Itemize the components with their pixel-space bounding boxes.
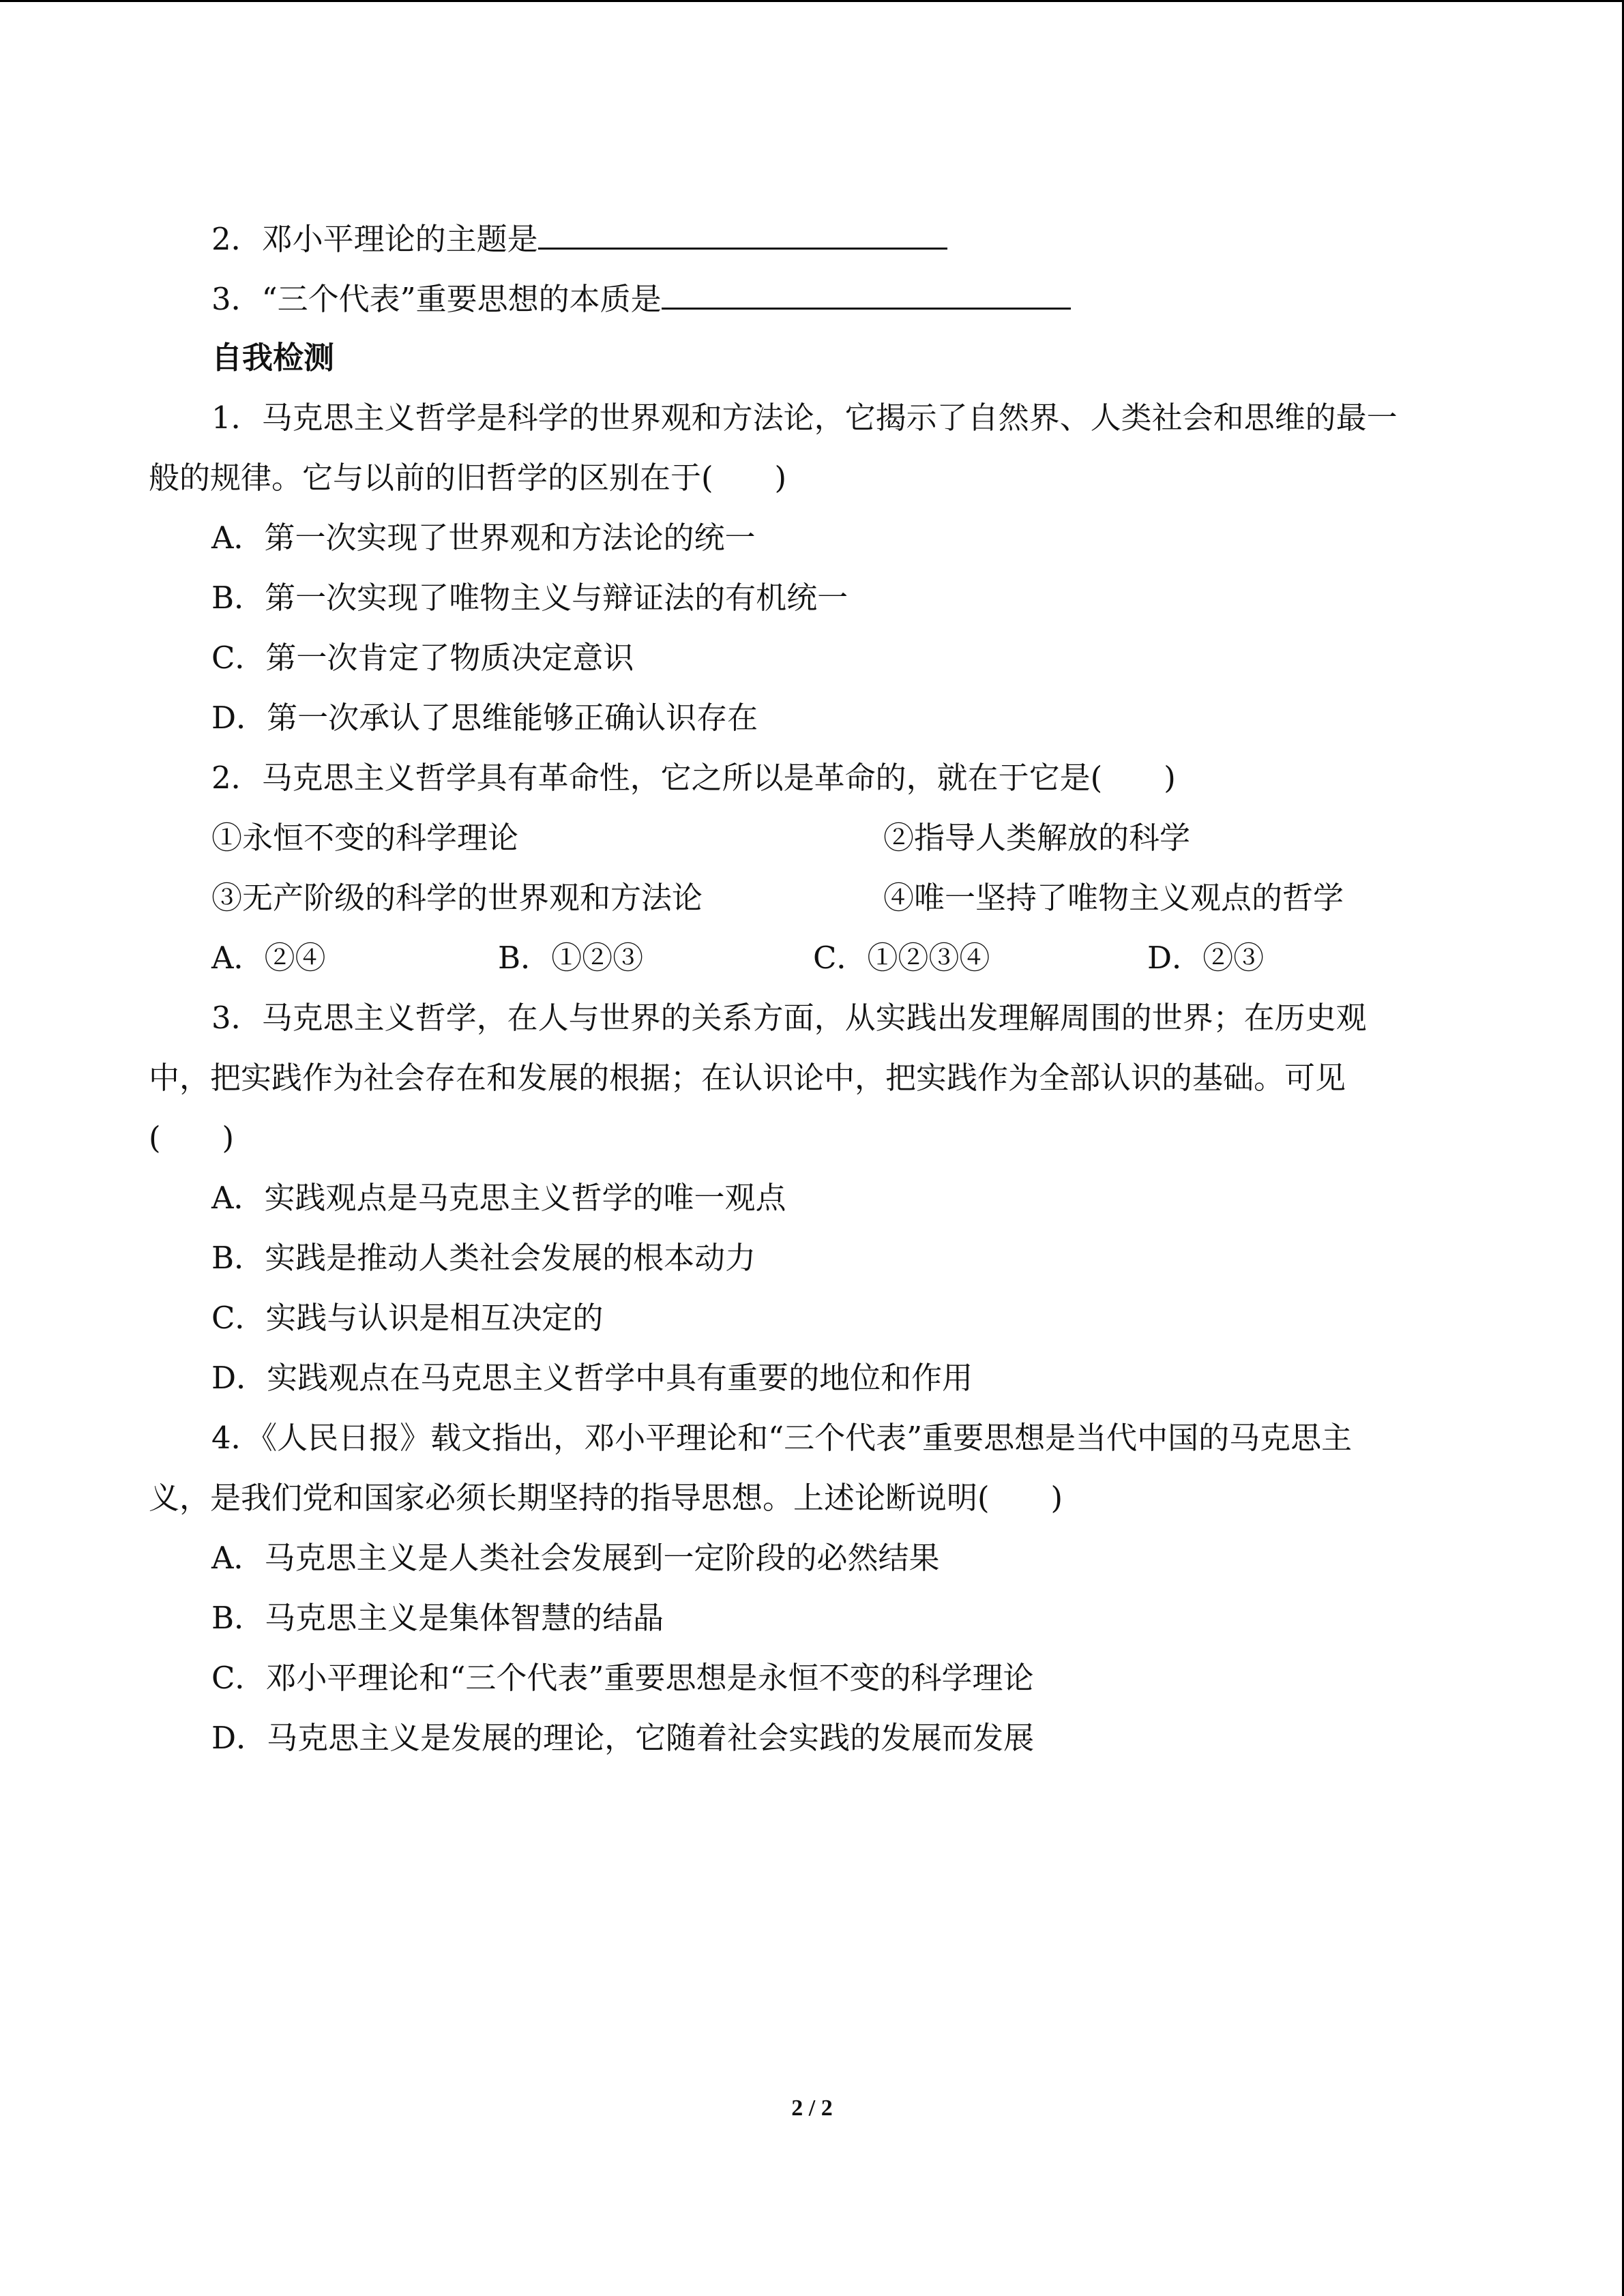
q4-option-c: C．邓小平理论和“三个代表”重要思想是永恒不变的科学理论 <box>211 1660 1034 1696</box>
q1-stem-line2: 般的规律。它与以前的旧哲学的区别在于( ) <box>149 460 787 496</box>
q3-stem-line2: 中，把实践作为社会存在和发展的根据；在认识论中，把实践作为全部认识的基础。可见 <box>149 1060 1346 1096</box>
answer-blank[interactable] <box>662 278 1071 310</box>
q4-option-d: D．马克思主义是发展的理论，它随着社会实践的发展而发展 <box>211 1720 1035 1756</box>
fill-question-2-text: 2．邓小平理论的主题是 <box>211 221 538 257</box>
q3-stem-line1: 3．马克思主义哲学，在人与世界的关系方面，从实践出发理解周围的世界；在历史观 <box>211 1000 1367 1036</box>
q1-stem-line1: 1．马克思主义哲学是科学的世界观和方法论，它揭示了自然界、人类社会和思维的最一 <box>211 400 1398 436</box>
q2-option-b: B．①②③ <box>498 940 644 976</box>
q3-option-d: D．实践观点在马克思主义哲学中具有重要的地位和作用 <box>211 1360 973 1396</box>
section-title: 自我检测 <box>211 340 335 376</box>
q1-option-b: B．第一次实现了唯物主义与辩证法的有机统一 <box>211 580 848 616</box>
q2-item-1: ①永恒不变的科学理论 <box>211 820 519 856</box>
q3-option-b: B．实践是推动人类社会发展的根本动力 <box>211 1240 756 1276</box>
q2-option-a: A．②④ <box>211 940 326 976</box>
page-number: 2 / 2 <box>791 2096 833 2121</box>
fill-question-2 <box>0 218 1622 260</box>
q2-item-3: ③无产阶级的科学的世界观和方法论 <box>211 880 703 916</box>
q3-option-a: A．实践观点是马克思主义哲学的唯一观点 <box>211 1180 786 1216</box>
q2-option-c: C．①②③④ <box>813 940 990 976</box>
q4-stem-line2: 义，是我们党和国家必须长期坚持的指导思想。上述论断说明( ) <box>149 1480 1063 1516</box>
q3-stem-line3: ( ) <box>149 1120 235 1156</box>
q1-option-c: C．第一次肯定了物质决定意识 <box>211 640 634 676</box>
q2-stem: 2．马克思主义哲学具有革命性，它之所以是革命的，就在于它是( ) <box>211 760 1176 796</box>
q2-option-d: D．②③ <box>1147 940 1265 976</box>
q2-item-4: ④唯一坚持了唯物主义观点的哲学 <box>883 880 1344 916</box>
q2-item-2: ②指导人类解放的科学 <box>883 820 1191 856</box>
q4-option-b: B．马克思主义是集体智慧的结晶 <box>211 1600 664 1636</box>
fill-question-3 <box>0 278 1622 320</box>
fill-question-3-text: 3．“三个代表”重要思想的本质是 <box>211 281 662 317</box>
q3-option-c: C．实践与认识是相互决定的 <box>211 1300 604 1336</box>
answer-blank[interactable] <box>538 218 947 250</box>
q4-option-a: A．马克思主义是人类社会发展到一定阶段的必然结果 <box>211 1540 940 1576</box>
q1-option-a: A．第一次实现了世界观和方法论的统一 <box>211 520 756 556</box>
q4-stem-line1: 4．《人民日报》载文指出，邓小平理论和“三个代表”重要思想是当代中国的马克思主 <box>211 1420 1353 1456</box>
q1-option-d: D．第一次承认了思维能够正确认识存在 <box>211 700 758 736</box>
